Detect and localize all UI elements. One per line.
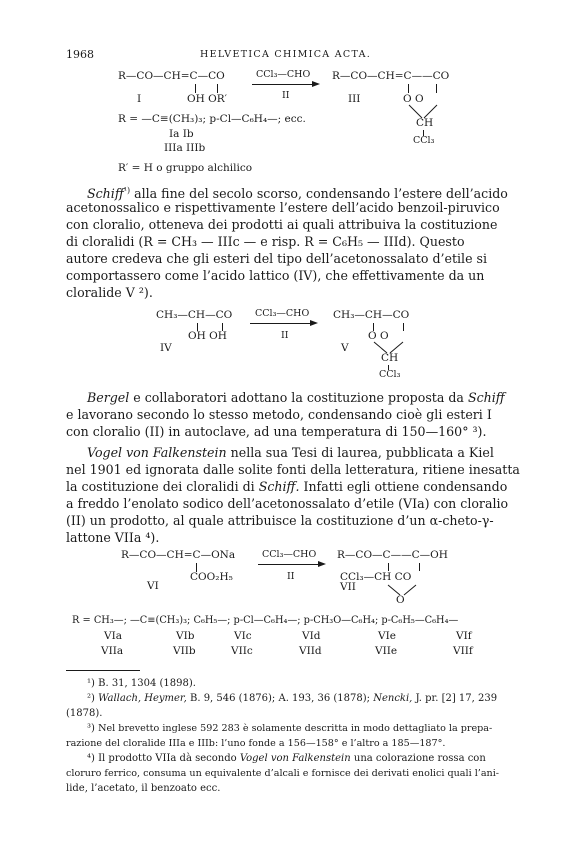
compound-label: VIIc [231,645,253,657]
footnote-text: J. pr. [2] 17, 239 [415,693,498,704]
label-I: I [137,93,142,105]
label-II: II [281,330,289,341]
formula-V: CH₃—CH—CO [333,309,410,321]
reaction-arrow [250,323,312,324]
compound-label: VId [302,630,321,642]
paragraph-line: e lavorano secondo lo stesso metodo, condensando cioè gli esteri I [66,407,492,422]
footnote-number: ⁴) [87,753,95,764]
footnote-text: B. 9, 546 (1876); A. 193, 36 (1878); [189,693,371,704]
bond-line [217,84,218,93]
footnote-text: lide, l’acetato, il benzoato ecc. [66,783,221,794]
bond-line [388,563,389,571]
label-VII: VII [340,581,356,593]
paragraph-line: con cloralio, otteneva dei prodotti ai quali attribuiva la costituzione [66,217,498,232]
footnote-text: razione del cloralide IIIa e IIIb: l’uno fonde a 156—158° e l’altro a 185—187°. [66,738,446,749]
reaction-arrow [252,84,314,85]
paragraph-line: di cloralidi (R = CH₃ — IIIc — e risp. R = C₆H₅ — IIId). Questo [66,234,465,249]
label-II: II [282,90,290,101]
formula-I: R—CO—CH=C—CO [118,70,225,82]
author-name: Schiff. [258,479,300,494]
author-name: Bergel [87,390,130,405]
paragraph-line: autore credeva che gli esteri del tipo dell’acetonossalato d’etile si [66,251,488,266]
paragraph-line: comportassero come l’acido lattico (IV), che effettivamente da un [66,268,485,283]
author-name: Schiff [87,186,124,202]
compound-label: VIe [378,630,396,642]
formula-VI-ester: COO₂H₅ [190,571,233,583]
formula-VI: R—CO—CH=C—ONa [121,549,236,561]
paragraph-line: a freddo l’enolato sodico dell’acetonossalato d’etile (VIa) con cloralio [66,496,509,511]
formula-V-oxygens: O O [368,330,389,342]
author-name: Schiff [467,390,505,405]
author-name: Vogel von Falkenstein [239,753,351,764]
r-labels-row2: IIIa IIIb [164,142,206,154]
compound-label: VIc [234,630,252,642]
compound-label: VIb [176,630,195,642]
reagent-II: CCl₃—CHO [256,69,311,80]
formula-V-ch: CH [381,352,399,364]
footnote-text: Nel brevetto inglese 592 283 è solamente descritta in modo dettagliato la prepa- [98,723,493,734]
arrow-head [310,320,318,326]
formula-III-ch: CH [416,117,434,129]
reagent-II: CCl₃—CHO [255,308,310,319]
footnote-number: ¹) [87,678,95,689]
compound-label: VIIa [101,645,124,657]
footnote-number: ³) [87,723,95,734]
paragraph-line: nel 1901 ed ignorata dalle solite fonti della letteratura, ritiene inesatta [66,462,520,477]
footnote-text: una colorazione rossa con [353,753,486,764]
label-V: V [341,342,349,354]
compound-label: VIIb [173,645,196,657]
footnote-text: Il prodotto VIIa dà secondo [98,753,237,764]
formula-III-oxygens: O O [403,93,424,105]
compound-label: VIIe [375,645,398,657]
formula-IV-substituents: OH OH [188,330,227,342]
journal-title: HELVETICA CHIMICA ACTA. [200,49,372,60]
author-name: Vogel von Falkenstein [87,445,227,460]
arrow-head [312,81,320,87]
formula-V-ccl3: CCl₃ [379,369,401,380]
label-II: II [287,571,295,582]
r-definition: R = CH₃—; —C≡(CH₃)₃; C₆H₅—; p-Cl—C₆H₄—; p-CH₃O—C₆H₄; p-C₆H₅—C₆H₄— [72,615,459,626]
bond-line [195,84,196,93]
label-IV: IV [160,342,172,354]
formula-III-ccl3: CCl₃ [413,135,435,146]
footnote-text: cloruro ferrico, consuma un equivalente d’alcali e fornisce dei derivati enolici quali l’ani- [66,768,500,779]
paragraph-line: nella sua Tesi di laurea, pubblicata a Kiel [230,445,494,460]
r-prime-definition: R′ = H o gruppo alchilico [118,162,253,174]
paragraph-line: e collaboratori adottano la costituzione proposta da [133,390,464,405]
bond-line [436,84,437,93]
paragraph-line: (II) un prodotto, al quale attribuisce la costituzione d’un α-cheto-γ- [66,513,494,528]
footnote-ref: ¹) [123,186,131,195]
formula-VII-oxygen: O [396,594,405,606]
paragraph-line: acetonossalico e rispettivamente l’estere dell’acido benzoil-piruvico [66,200,500,215]
bond-line [403,323,404,331]
footnote-text: (1878). [66,708,103,719]
paragraph-line: lattone VIIa ⁴). [66,530,160,545]
reagent-II: CCl₃—CHO [262,549,317,560]
paragraph-line: con cloralio (II) in autoclave, ad una temperatura di 150—160° ³). [66,424,487,439]
formula-III: R—CO—CH=C——CO [332,70,450,82]
r-labels-row1: Ia Ib [169,128,194,140]
reaction-arrow [258,564,320,565]
label-VI: VI [147,580,159,592]
page-number: 1968 [66,48,94,61]
label-III: III [348,93,361,105]
footnote-text: B. 31, 1304 (1898). [98,678,196,689]
paragraph-line: la costituzione dei cloralidi di [66,479,255,494]
compound-label: VIIf [453,645,473,657]
compound-label: VIId [299,645,322,657]
r-definition: R = —C≡(CH₃)₃; p-Cl—C₆H₄—; ecc. [118,113,306,125]
bond-line [419,563,420,571]
paragraph-line: cloralide V ²). [66,285,153,300]
formula-VII-ring: CCl₃—CH CO [340,571,412,583]
footnote-separator [66,670,140,671]
arrow-head [318,561,326,567]
compound-label: VIf [456,630,472,642]
bond-line [408,84,409,93]
author-name: Wallach, Heymer, [98,693,187,704]
formula-IV: CH₃—CH—CO [156,309,233,321]
formula-I-substituents: OH OR′ [187,93,228,105]
footnote-number: ²) [87,693,95,704]
author-name: Nencki, [373,693,413,704]
compound-label: VIa [104,630,122,642]
formula-VII: R—CO—C——C—OH [337,549,448,561]
paragraph-line: alla fine del secolo scorso, condensando l’estere dell’acido [134,186,508,202]
paragraph-line: Infatti egli ottiene condensando [303,479,508,494]
